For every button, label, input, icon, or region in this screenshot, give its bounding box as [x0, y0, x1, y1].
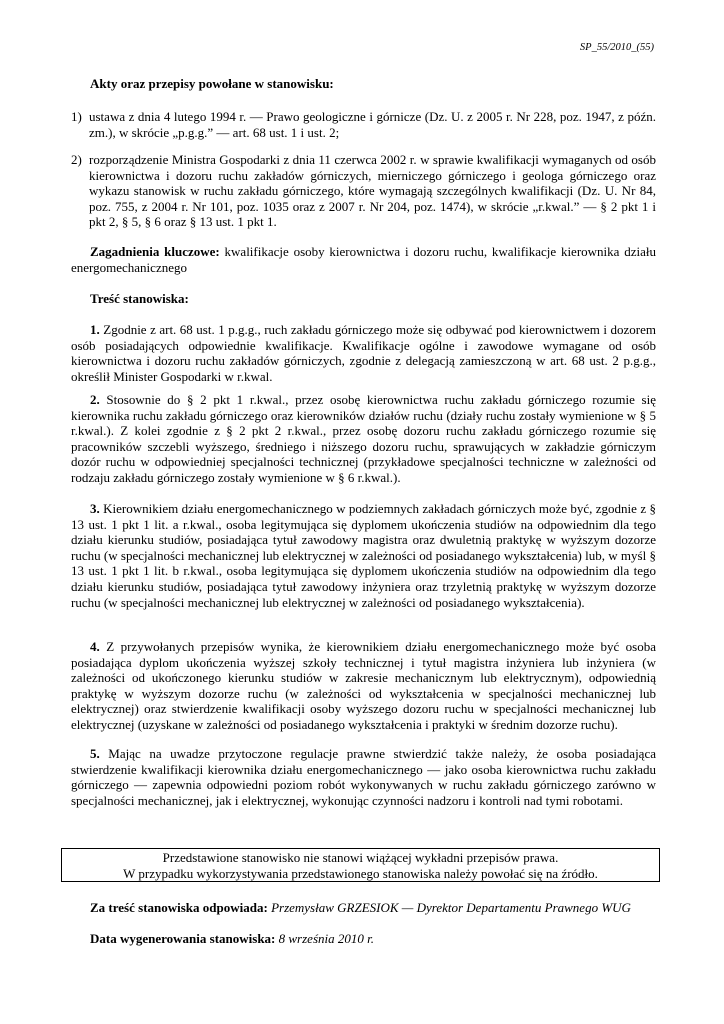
section-number: 2. [90, 392, 100, 407]
act-item-text: rozporządzenie Ministra Gospodarki z dnia 11 czerwca 2002 r. w sprawie kwalifikacji wymaganych od osób kierownictwa i dozoru ruchu zakładów górniczych, mierniczego górniczego i geologa górniczego oraz wykazu stanowisk w ruchu zakładu górniczego, które wymagają szczególnych kwalifikacji (Dz. U. Nr 84, poz. 755, z 2004 r. Nr 101, poz. 1035 oraz z 2007 r. Nr 204, poz. 1474), w skrócie „r.kwal.” — § 2 pkt 1 i pkt 2, § 5, § 6 oraz § 13 ust. 1 pkt 1. [89, 152, 656, 230]
disclaimer-box [61, 848, 660, 882]
section-5 [71, 746, 656, 808]
section-number: 4. [90, 639, 100, 654]
document-id: SP_55/2010_(55) [579, 42, 654, 53]
section-text: Zgodnie z art. 68 ust. 1 p.g.g., ruch zakładu górniczego może się odbywać pod kierownictwem i dozorem osób posiadających odpowiednie kwalifikacje. Kwalifikacje ogólne i zawodowe wymagane od osób kierownictwa i dozoru ruchu zakładów górniczych, zgodnie z delegacją zamieszczoną w art. 68 ust. 2 p.g.g., określił Minister Gospodarki w r.kwal. [71, 322, 656, 384]
generated-label: Data wygenerowania stanowiska: [90, 931, 276, 946]
disclaimer-line-1: Przedstawione stanowisko nie stanowi wiążącej wykładni przepisów prawa. [162, 850, 559, 865]
responsible-line [90, 900, 631, 916]
generated-value: 8 września 2010 r. [278, 931, 374, 946]
section-text: Kierownikiem działu energomechanicznego w podziemnych zakładach górniczych może być, zgodnie z § 13 ust. 1 pkt 1 lit. a r.kwal., osoba legitymująca się dyplomem ukończenia studiów na odpowiednim dla tego działu kierunku studiów, posiadająca tytuł zawodowy magistra oraz dwuletnią praktykę w wyższym dozorze ruchu (w specjalności mechanicznej lub elektrycznej w zależności od posiadanego wykształcenia) lub, w myśl § 13 ust. 1 pkt 1 lit. b r.kwal., osoba legitymująca się dyplomem ukończenia studiów na odpowiednim dla tego działu kierunku studiów, posiadająca tytuł zawodowy inżyniera oraz trzyletnią praktykę w wyższym dozorze ruchu (w specjalności mechanicznej lub elektrycznej w zależności od posiadanego wykształcenia). [71, 501, 656, 610]
section-text: Mając na uwadze przytoczone regulacje prawne stwierdzić także należy, że osoba posiadająca stwierdzenie kwalifikacji kierownika działu energomechanicznego — jako osoba kierownictwa ruchu zakładu górniczego — zapewnia odpowiedni poziom robót wykonywanych w ruchu zakładu górniczego zarówno w specjalności mechanicznej, jak i elektrycznej, wykonując czynności nadzoru i kontroli nad tymi robotami. [71, 746, 656, 808]
act-item-marker: 1) [71, 109, 82, 124]
act-item-marker: 2) [71, 152, 82, 167]
section-text: Stosownie do § 2 pkt 1 r.kwal., przez osobę kierownictwa ruchu zakładu górniczego rozumie się kierownika ruchu zakładu górniczego oraz kierowników działów ruchu (działy ruchu zostały wymienione w § 5 r.kwal.). Z kolei zgodnie z § 2 pkt 2 r.kwal., przez osobę dozoru ruchu zakładu górniczego rozumie się pracowników szczebli wyższego, średniego i niższego dozoru ruchu, sprawujących w zakładzie górniczym dozór ruchu w odpowiedniej specjalności technicznej (przykładowe specjalności techniczne w zależności od rodzaju zakładu górniczego zostały wymienione w § 6 r.kwal.). [71, 392, 656, 485]
section-number: 5. [90, 746, 100, 761]
section-text: Z przywołanych przepisów wynika, że kierownikiem działu energomechanicznego może być osoba posiadająca dyplom ukończenia wyższej szkoły technicznej i tytuł magistra inżyniera lub inżyniera (w zależności od ukończonego kierunku studiów w zakresie mechanicznym lub elektrycznym), odpowiednią praktykę w wyższym dozorze ruchu (w zależności od wykształcenia w specjalności mechanicznej lub elektrycznej) oraz stwierdzenie kwalifikacji osoby wyższego dozoru ruchu w specjalności mechanicznej lub elektrycznej (uzyskane w zależności od posiadanego wykształcenia i praktyki w średnim dozorze ruchu). [71, 639, 656, 732]
generated-line [90, 931, 374, 947]
responsible-value: Przemysław GRZESIOK — Dyrektor Departamentu Prawnego WUG [271, 900, 631, 915]
section-1 [71, 322, 656, 384]
section-4 [71, 639, 656, 733]
acts-heading: Akty oraz przepisy powołane w stanowisku: [90, 76, 334, 91]
section-2 [71, 392, 656, 486]
key-issues-label: Zagadnienia kluczowe: [90, 244, 220, 259]
section-3 [71, 501, 656, 610]
section-number: 1. [90, 322, 100, 337]
content-heading: Treść stanowiska: [90, 291, 189, 306]
act-item-text: ustawa z dnia 4 lutego 1994 r. — Prawo geologiczne i górnicze (Dz. U. z 2005 r. Nr 228, poz. 1947, z późn. zm.), w skrócie „p.g.g.” — art. 68 ust. 1 i ust. 2; [89, 109, 656, 140]
disclaimer-line-2: W przypadku wykorzystywania przedstawionego stanowiska należy powołać się na źródło. [123, 865, 598, 881]
key-issues [71, 244, 656, 275]
section-number: 3. [90, 501, 100, 516]
act-item-2 [71, 152, 656, 230]
act-item-1 [71, 109, 656, 140]
key-issues-text: kwalifikacje osoby kierownictwa i dozoru ruchu, kwalifikacje kierownika działu energomechanicznego [71, 244, 656, 275]
responsible-label: Za treść stanowiska odpowiada: [90, 900, 268, 915]
